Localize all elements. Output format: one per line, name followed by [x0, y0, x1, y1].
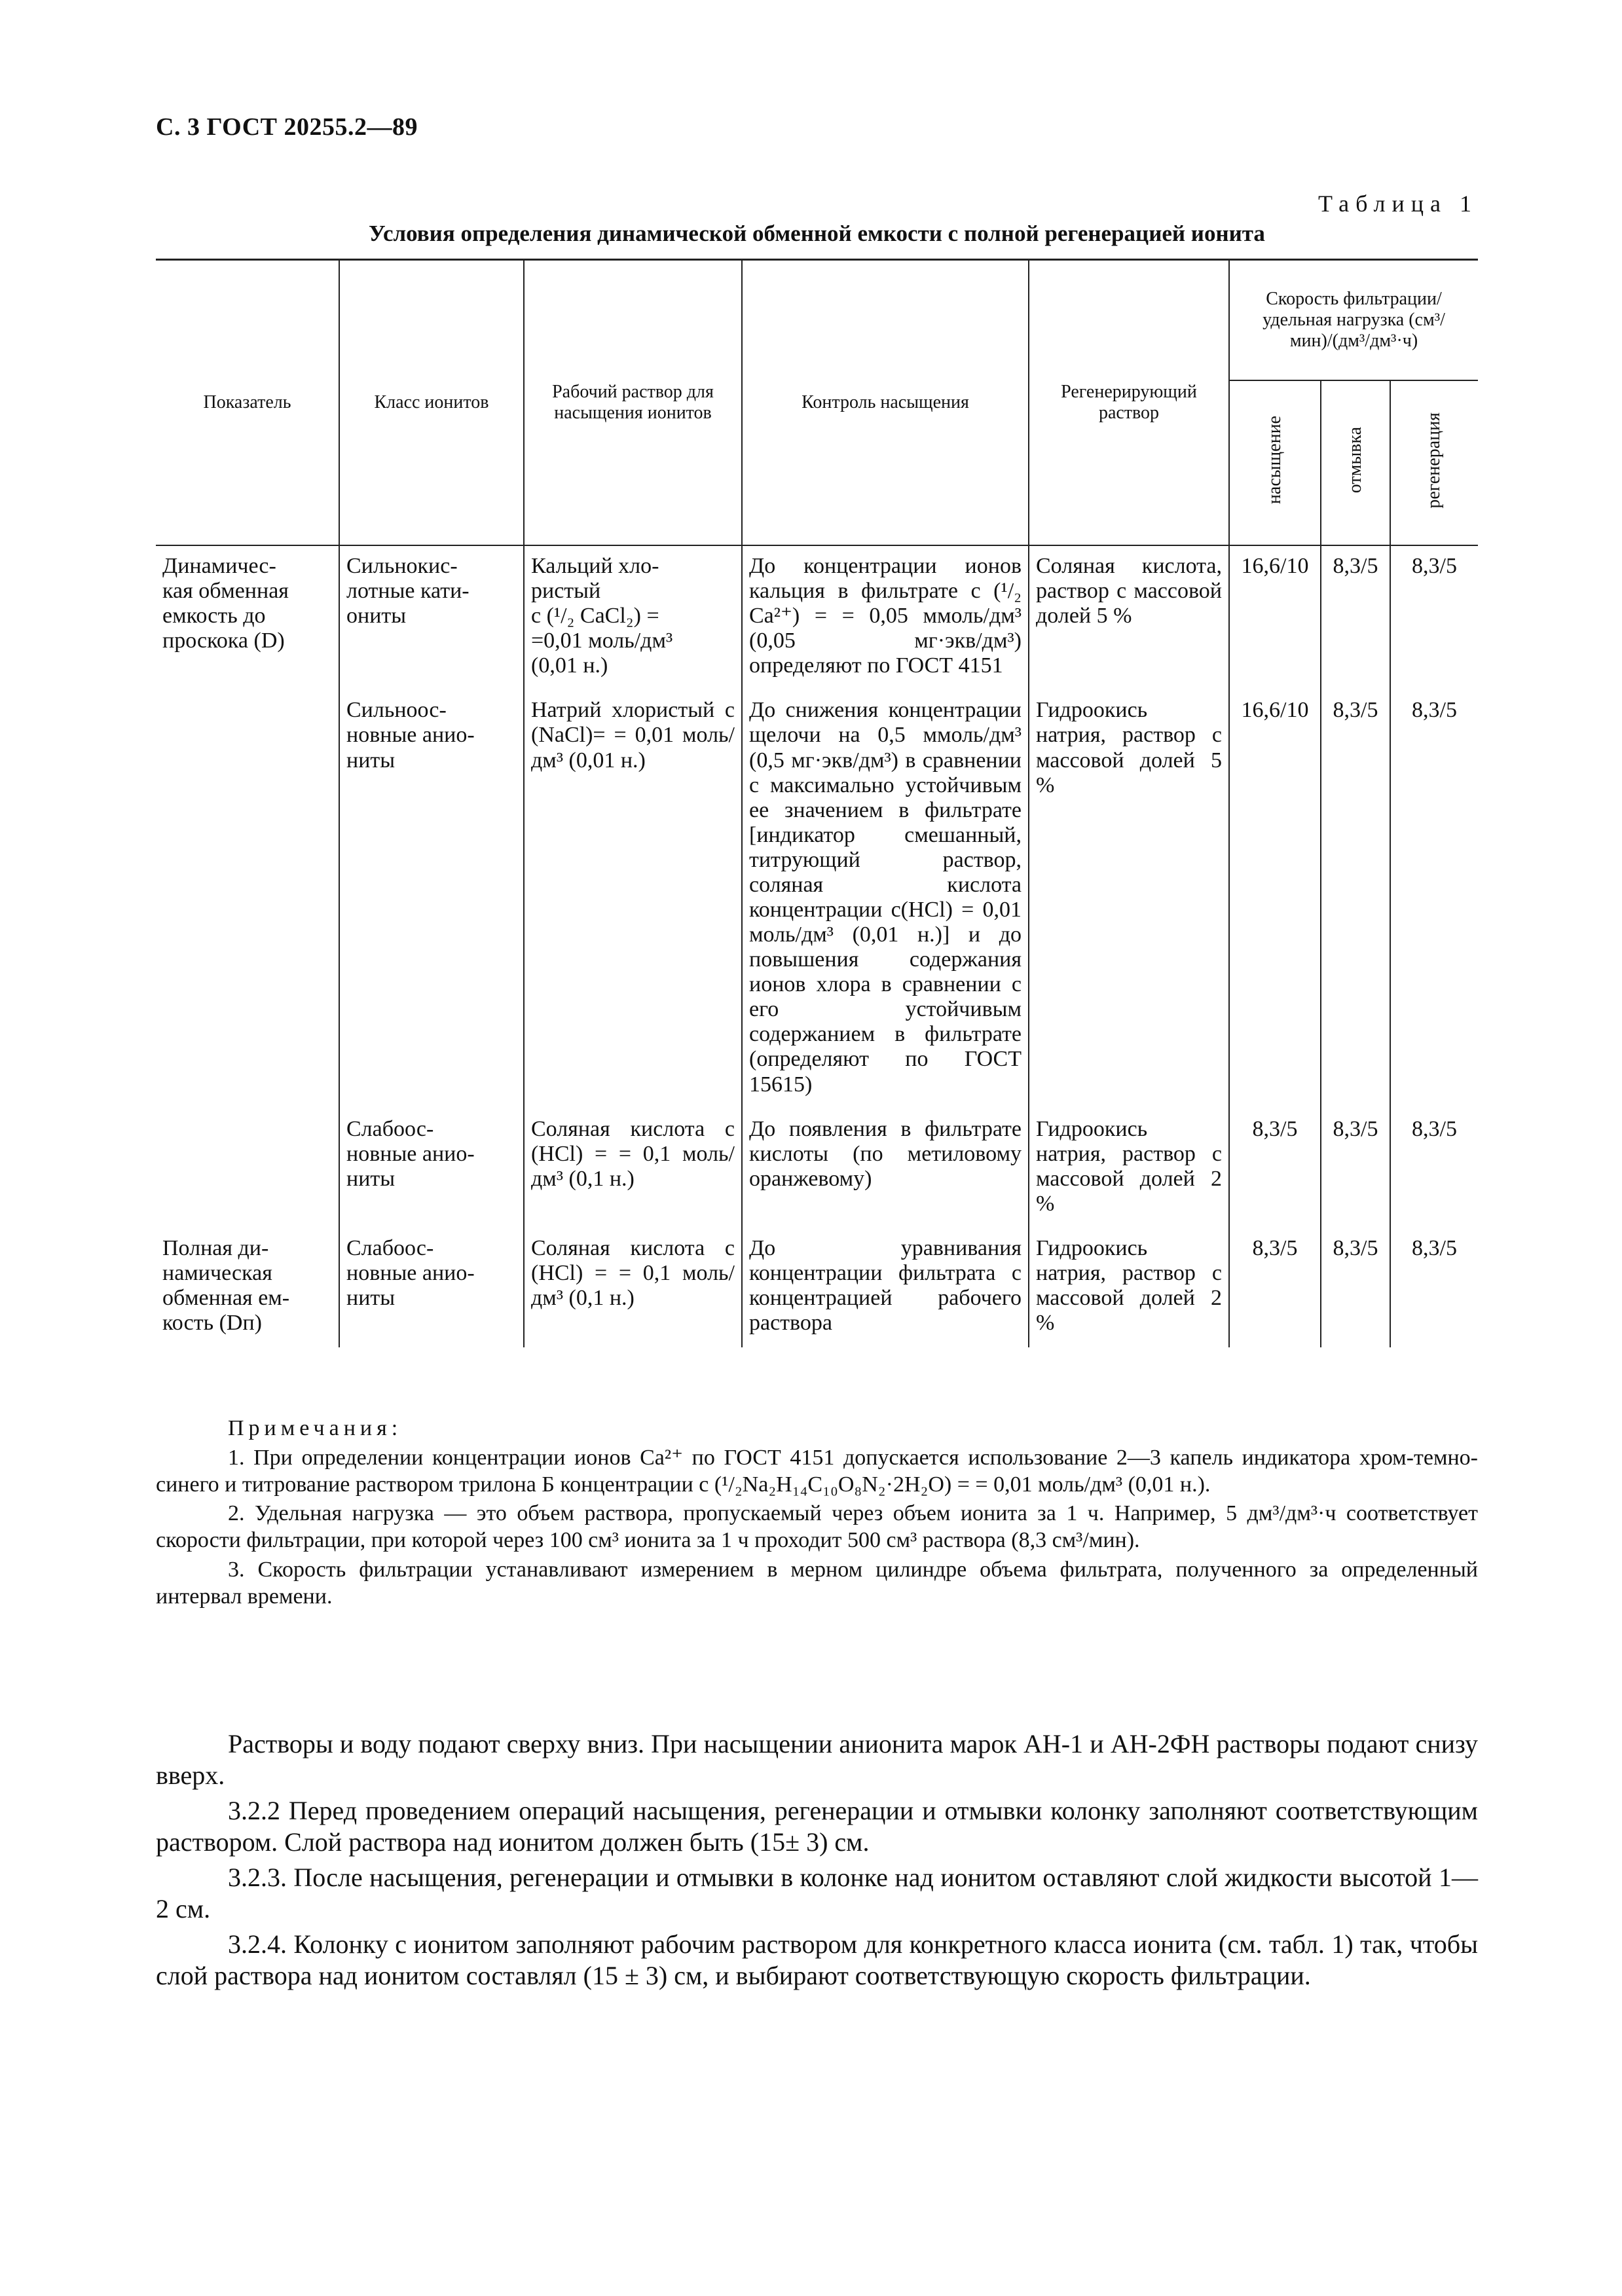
cell-indicator — [156, 1109, 339, 1228]
header-regeneration-label: регенерация — [1424, 412, 1445, 509]
cell-regenerating-solution: Гидроокись натрия, раствор с массовой долей 2 % — [1029, 1228, 1229, 1347]
header-saturation-control: Контроль насыщения — [742, 260, 1029, 546]
table-row — [156, 690, 1478, 1108]
cell-saturation-control: До концентрации ионов кальция в фильтрате c (¹/₂ Ca²⁺) = = 0,05 ммоль/дм³ (0,05 мг·экв/дм³) определяют по ГОСТ 4151 — [742, 545, 1029, 690]
cell-ion-class: Слабоос- новные анио- ниты — [339, 1228, 524, 1347]
cell-regeneration: 8,3/5 — [1390, 690, 1478, 1108]
header-indicator: Показатель — [156, 260, 339, 546]
table-row — [156, 545, 1478, 690]
notes-section — [156, 1415, 1478, 1613]
cell-saturation-control: До появления в фильтрате кислоты (по метиловому оранжевому) — [742, 1109, 1029, 1228]
header-filtration-speed: Скорость фильтрации/удельная нагрузка (см³/мин)/(дм³/дм³·ч) — [1229, 260, 1478, 381]
cell-saturation: 16,6/10 — [1229, 690, 1321, 1108]
cell-saturation: 8,3/5 — [1229, 1228, 1321, 1347]
cell-ion-class: Сильноос- новные анио- ниты — [339, 690, 524, 1108]
cell-regeneration: 8,3/5 — [1390, 1228, 1478, 1347]
cell-saturation-control: До уравнивания концентрации фильтрата с концентрацией рабочего раствора — [742, 1228, 1029, 1347]
cell-washing: 8,3/5 — [1321, 545, 1390, 690]
header-regeneration — [1390, 380, 1478, 545]
note-item: 1. При определении концентрации ионов Ca²⁺ по ГОСТ 4151 допускается использование 2—3 капель индикатора хром-темно-синего и титрование раствором трилона Б концентрации c (¹/₂Na₂H₁₄C₁₀O₈N₂·2H₂O) = = 0,01 моль/дм³ (0,01 н.). — [156, 1445, 1478, 1497]
body-text — [156, 1728, 1478, 1995]
conditions-table — [156, 259, 1478, 1347]
cell-saturation-control: До снижения концентрации щелочи на 0,5 ммоль/дм³ (0,5 мг·экв/дм³) в сравнении с максимально устойчивым ее значением в фильтрате [индикатор смешанный, титрующий раствор, соляная кислота концентрации c(HCl) = 0,01 моль/дм³ (0,01 н.)] и до повышения содержания ионов хлора в сравнении с его устойчивым содержанием в фильтрате (определяют по ГОСТ 15615) — [742, 690, 1029, 1108]
cell-regenerating-solution: Гидроокись натрия, раствор с массовой долей 5 % — [1029, 690, 1229, 1108]
paragraph: Растворы и воду подают сверху вниз. При насыщении анионита марок АН-1 и АН-2ФН растворы подают снизу вверх. — [156, 1729, 1478, 1790]
paragraph: 3.2.3. После насыщения, регенерации и отмывки в колонке над ионитом оставляют слой жидкости высотой 1—2 см. — [156, 1863, 1478, 1923]
table-row — [156, 1109, 1478, 1228]
cell-regeneration: 8,3/5 — [1390, 1109, 1478, 1228]
header-ion-class: Класс ионитов — [339, 260, 524, 546]
cell-indicator — [156, 690, 339, 1108]
cell-washing: 8,3/5 — [1321, 1228, 1390, 1347]
cell-ion-class: Слабоос- новные анио- ниты — [339, 1109, 524, 1228]
header-regenerating-solution: Регенерирующий раствор — [1029, 260, 1229, 546]
cell-regenerating-solution: Соляная кислота, раствор с массовой долей 5 % — [1029, 545, 1229, 690]
cell-working-solution: Кальций хло- ристый c (¹/₂ CaCl₂) = =0,01 моль/дм³ (0,01 н.) — [524, 545, 742, 690]
note-item: 2. Удельная нагрузка — это объем раствора, пропускаемый через объем ионита за 1 ч. Например, 5 дм³/дм³·ч соответствует скорости фильтрации, при которой через 100 см³ ионита за 1 ч проходит 500 см³ раствора (8,3 см³/мин). — [156, 1501, 1478, 1553]
header-saturation — [1229, 380, 1321, 545]
cell-indicator: Динамичес- кая обменная емкость до проскока (D) — [156, 545, 339, 690]
table-row — [156, 1228, 1478, 1347]
table-title: Условия определения динамической обменной емкости с полной регенерацией ионита — [369, 221, 1265, 246]
cell-saturation: 16,6/10 — [1229, 545, 1321, 690]
cell-saturation: 8,3/5 — [1229, 1109, 1321, 1228]
table-number: Таблица 1 — [1318, 191, 1478, 217]
notes-heading: Примечания: — [228, 1416, 403, 1440]
cell-working-solution: Соляная кислота c (HCl) = = 0,1 моль/дм³ (0,1 н.) — [524, 1228, 742, 1347]
paragraph: 3.2.4. Колонку с ионитом заполняют рабочим раствором для конкретного класса ионита (см. табл. 1) так, чтобы слой раствора над ионитом составлял (15 ± 3) см, и выбирают соответствующую скорость фильтрации. — [156, 1929, 1478, 1990]
cell-washing: 8,3/5 — [1321, 690, 1390, 1108]
cell-ion-class: Сильнокис- лотные кати- ониты — [339, 545, 524, 690]
note-item: 3. Скорость фильтрации устанавливают измерением в мерном цилиндре объема фильтрата, полученного за определенный интервал времени. — [156, 1557, 1478, 1609]
cell-washing: 8,3/5 — [1321, 1109, 1390, 1228]
cell-working-solution: Соляная кислота c (HCl) = = 0,1 моль/дм³ (0,1 н.) — [524, 1109, 742, 1228]
header-washing — [1321, 380, 1390, 545]
paragraph: 3.2.2 Перед проведением операций насыщения, регенерации и отмывки колонку заполняют соответствующим раствором. Слой раствора над ионитом должен быть (15± 3) см. — [156, 1796, 1478, 1857]
header-washing-label: отмывка — [1344, 427, 1365, 494]
cell-indicator: Полная ди- намическая обменная ем- кость (Dп) — [156, 1228, 339, 1347]
page-header: С. 3 ГОСТ 20255.2—89 — [156, 113, 418, 141]
header-working-solution: Рабочий раствор для насыщения ионитов — [524, 260, 742, 546]
cell-regenerating-solution: Гидроокись натрия, раствор с массовой долей 2 % — [1029, 1109, 1229, 1228]
header-saturation-label: насыщение — [1264, 416, 1285, 505]
cell-working-solution: Натрий хлористый c (NaCl)= = 0,01 моль/дм³ (0,01 н.) — [524, 690, 742, 1108]
cell-regeneration: 8,3/5 — [1390, 545, 1478, 690]
